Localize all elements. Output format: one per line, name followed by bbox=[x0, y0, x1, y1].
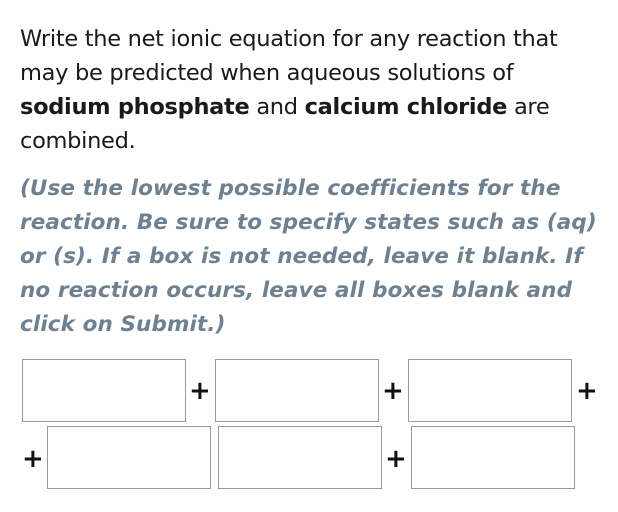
instructions-text: (Use the lowest possible coefficients for the reaction. Be sure to specify states such as (aq) or (s). If a box is not needed, leave it blank. If no reaction occurs, leave all boxes blank and click on Submit.) bbox=[20, 176, 597, 337]
answer-box-3[interactable] bbox=[408, 359, 572, 422]
question-part2: and bbox=[249, 94, 305, 120]
question-text bbox=[20, 22, 605, 158]
question-part1: Write the net ionic equation for any reaction that may be predicted when aqueous solutions of bbox=[20, 26, 558, 86]
answer-box-1[interactable] bbox=[22, 359, 186, 422]
reactant-2: calcium chloride bbox=[304, 94, 508, 120]
reactant-1: sodium phosphate bbox=[20, 94, 250, 120]
plus-sign: + bbox=[382, 376, 404, 406]
plus-sign: + bbox=[385, 444, 407, 474]
answer-box-2[interactable] bbox=[215, 359, 379, 422]
plus-sign: + bbox=[576, 376, 598, 406]
plus-sign: + bbox=[22, 444, 44, 474]
plus-sign: + bbox=[189, 376, 211, 406]
answer-box-6[interactable] bbox=[411, 426, 575, 489]
answer-box-4[interactable] bbox=[47, 426, 211, 489]
answer-box-5[interactable] bbox=[218, 426, 382, 489]
question-part3: are combined. bbox=[20, 94, 550, 154]
